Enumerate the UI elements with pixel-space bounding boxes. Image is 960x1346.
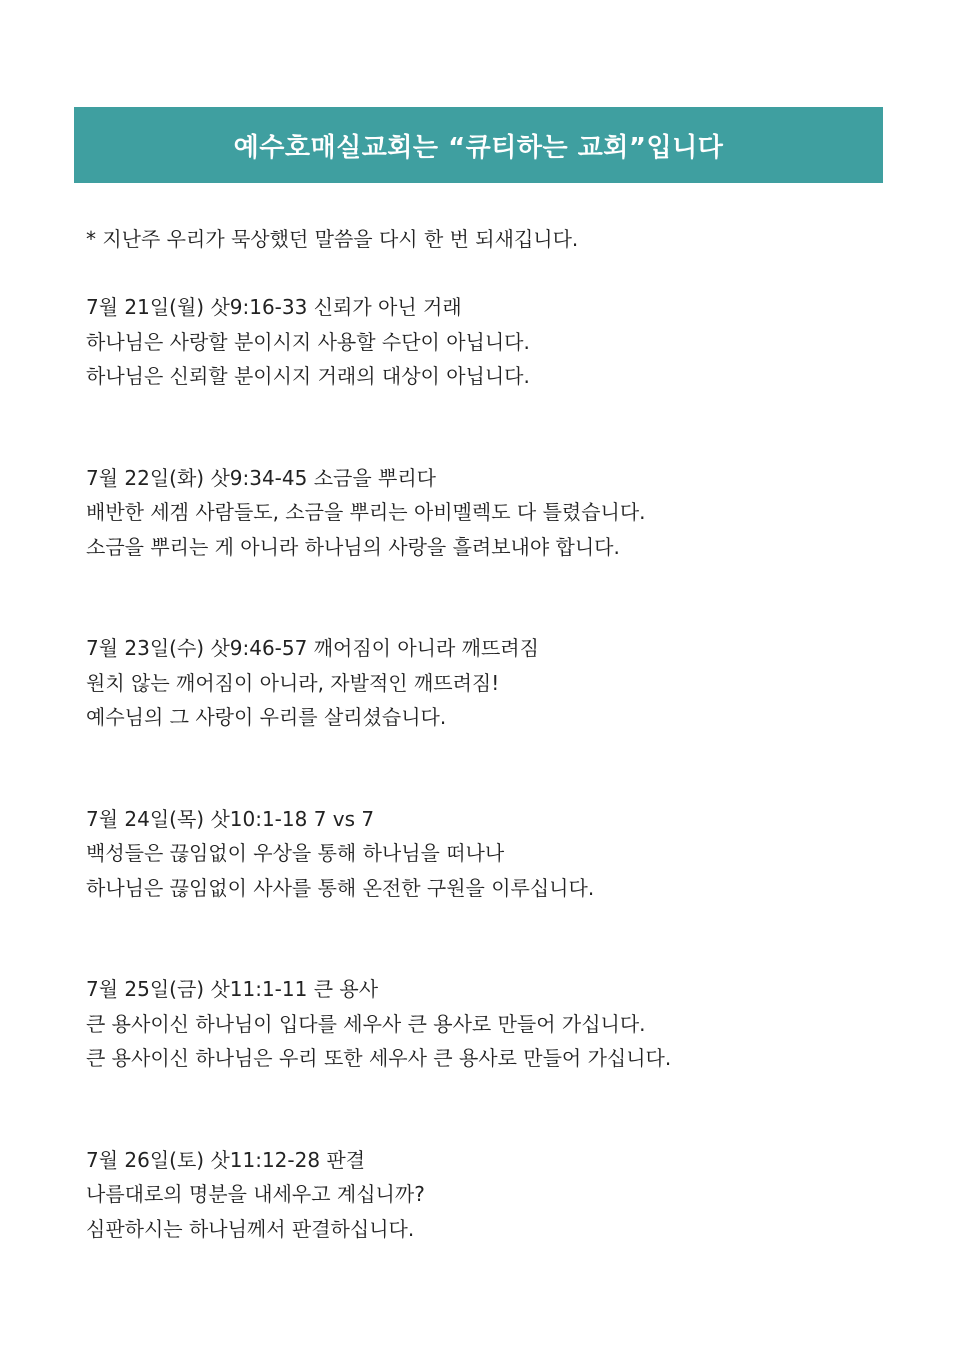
entry-line: 나름대로의 명분을 내세우고 계십니까? [86,1182,425,1206]
entry-line: 큰 용사이신 하나님은 우리 또한 세우사 큰 용사로 만들어 가십니다. [86,1046,672,1070]
page-title: 예수호매실교회는 “큐티하는 교회”입니다 [233,132,724,163]
entry-line: 예수님의 그 사랑이 우리를 살리셨습니다. [86,705,447,729]
entry-line: 하나님은 끊임없이 사사를 통해 온전한 구원을 이루십니다. [86,875,595,900]
entry-heading: 7월 25일(금) 삿11:1-11 큰 용사 [86,977,379,1001]
entry-line: 백성들은 끊임없이 우상을 통해 하나님을 떠나나 [86,841,505,865]
entry-day-5 [86,972,906,1076]
meditation-list [86,222,906,1313]
entry-day-1 [86,290,906,394]
entry-line: 하나님은 신뢰할 분이시지 거래의 대상이 아닙니다. [86,364,530,388]
entry-line: 심판하시는 하나님께서 판결하십니다. [86,1216,415,1241]
entry-day-6 [86,1143,906,1247]
entry-day-2 [86,461,906,565]
intro-note: * 지난주 우리가 묵상했던 말씀을 다시 한 번 되새깁니다. [86,227,579,251]
entry-heading: 7월 24일(목) 삿10:1-18 7 vs 7 [86,806,375,831]
entry-heading: 7월 26일(토) 삿11:12-28 판결 [86,1147,366,1172]
entry-heading: 7월 22일(화) 삿9:34-45 소금을 뿌리다 [86,465,436,490]
entry-line: 소금을 뿌리는 게 아니라 하나님의 사랑을 흘려보내야 합니다. [86,534,620,559]
entry-line: 큰 용사이신 하나님이 입다를 세우사 큰 용사로 만들어 가십니다. [86,1011,646,1036]
entry-heading: 7월 21일(월) 삿9:16-33 신뢰가 아닌 거래 [86,295,462,319]
entry-day-3 [86,631,906,735]
entry-line: 하나님은 사랑할 분이시지 사용할 수단이 아닙니다. [86,329,530,354]
entry-heading: 7월 23일(수) 삿9:46-57 깨어짐이 아니라 깨뜨려짐 [86,636,539,660]
title-banner [74,107,883,183]
entry-day-4 [86,802,906,906]
entry-line: 배반한 세겜 사람들도, 소금을 뿌리는 아비멜렉도 다 틀렸습니다. [86,500,646,524]
entry-line: 원치 않는 깨어짐이 아니라, 자발적인 깨뜨려짐! [86,670,500,695]
